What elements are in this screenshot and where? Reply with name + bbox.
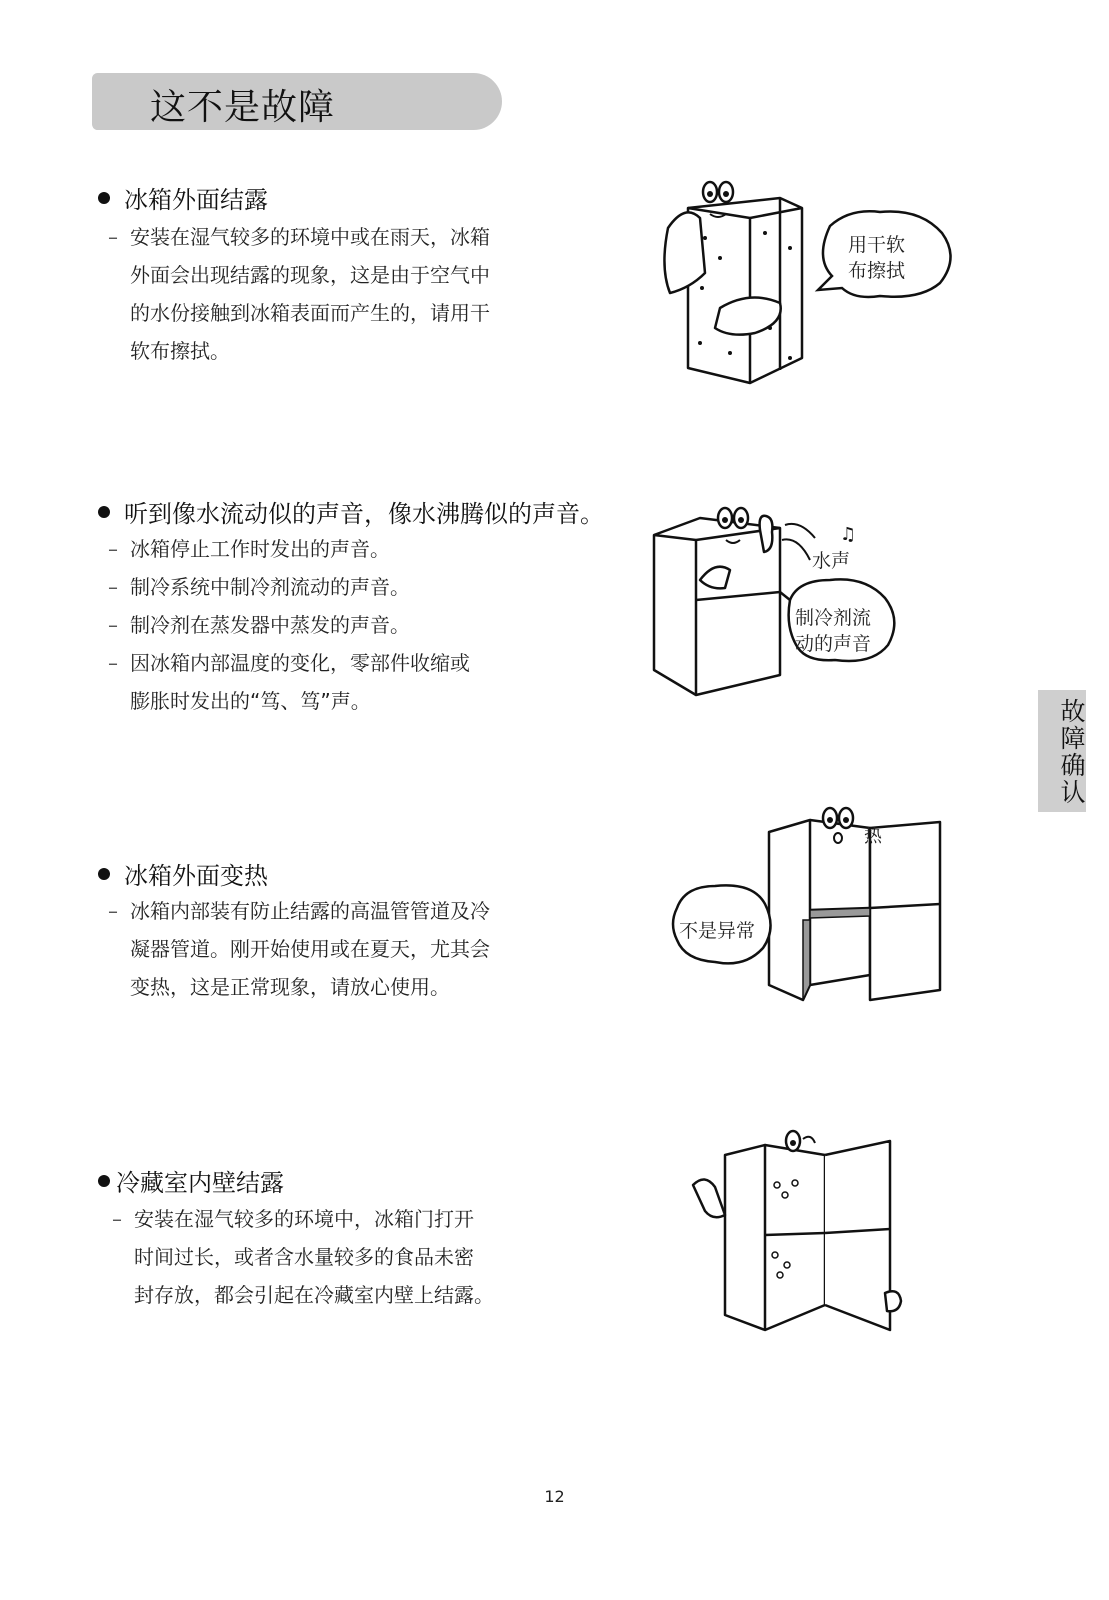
label-water-sound: 水声 [812, 550, 851, 572]
bullet-dot [98, 1175, 110, 1187]
illustration-fridge-warm [665, 800, 950, 1010]
section-text-exterior-condensation [108, 218, 490, 370]
text-line: 软布擦拭。 [130, 339, 230, 363]
text-line: 时间过长，或者含水量较多的食品未密 [134, 1245, 474, 1269]
illustration-fridge-wiping [630, 178, 960, 388]
section-heading-exterior-condensation: 冰箱外面结露 [98, 180, 268, 215]
text-line: 变热，这是正常现象，请放心使用。 [130, 975, 450, 999]
svg-text:♫: ♫ [840, 524, 857, 545]
side-tab-troubleshooting: 故障确认 [1038, 690, 1086, 812]
section-text-interior-condensation [112, 1200, 494, 1314]
section-text-water-sound [108, 530, 470, 720]
door-label-hot: 热 [864, 826, 882, 847]
text-line: – 冰箱停止工作时发出的声音。 [108, 537, 390, 561]
text-line: – 制冷系统中制冷剂流动的声音。 [108, 575, 410, 599]
section-text-exterior-warm [108, 892, 490, 1006]
speech-bubble-not-abnormal: 不是异常 [679, 920, 756, 942]
text-line: – 因冰箱内部温度的变化，零部件收缩或 [108, 651, 470, 675]
text-line: – 安装在湿气较多的环境中，冰箱门打开 [112, 1207, 474, 1231]
section-heading-water-sound: 听到像水流动似的声音，像水沸腾似的声音。 [98, 494, 604, 529]
speech-bubble-refrigerant-sound: 制冷剂流 动的声音 [795, 607, 872, 655]
page-title-bar [92, 73, 502, 130]
speech-bubble-wipe-dry: 用干软 布擦拭 [848, 234, 906, 282]
text-line: – 安装在湿气较多的环境中或在雨天，冰箱 [108, 225, 490, 249]
illustration-fridge-open-interior [685, 1125, 915, 1340]
text-line: 的水份接触到冰箱表面而产生的，请用干 [130, 301, 490, 325]
text-line: – 制冷剂在蒸发器中蒸发的声音。 [108, 613, 410, 637]
text-line: 封存放，都会引起在冷藏室内壁上结露。 [134, 1283, 494, 1307]
text-line: 外面会出现结露的现象，这是由于空气中 [130, 263, 490, 287]
text-line: 膨胀时发出的“笃、笃”声。 [130, 689, 371, 713]
illustration-fridge-listening [640, 500, 910, 700]
section-heading-exterior-warm: 冰箱外面变热 [98, 856, 268, 891]
bullet-dot [98, 506, 110, 518]
page-title: 这不是故障 [150, 87, 336, 128]
bullet-dot [98, 192, 110, 204]
page-number: 12 [544, 1487, 565, 1506]
text-line: 凝器管道。刚开始使用或在夏天，尤其会 [130, 937, 490, 961]
bullet-dot [98, 868, 110, 880]
section-heading-interior-condensation: 冷藏室内壁结露 [98, 1163, 284, 1198]
text-line: – 冰箱内部装有防止结露的高温管管道及冷 [108, 899, 490, 923]
